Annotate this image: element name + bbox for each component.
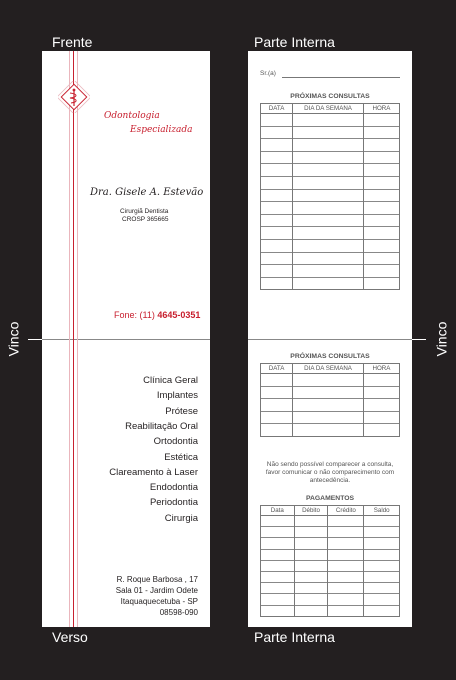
table-row xyxy=(261,265,400,278)
table-row xyxy=(261,277,400,290)
sr-label: Sr.(a) xyxy=(260,70,276,77)
table-row xyxy=(261,516,400,527)
table-cell xyxy=(363,214,399,227)
table-row xyxy=(261,560,400,571)
table-cell xyxy=(364,527,400,538)
table-row xyxy=(261,114,400,127)
table-cell xyxy=(294,583,328,594)
label-vinco-right: Vinco xyxy=(433,321,450,357)
address-line: Itaquaquecetuba - SP xyxy=(120,597,198,606)
table-cell xyxy=(363,151,399,164)
phone-number: 4645-0351 xyxy=(157,310,201,320)
table-cell xyxy=(261,214,293,227)
table-cell xyxy=(261,151,293,164)
table-row xyxy=(261,126,400,139)
table-cell xyxy=(363,277,399,290)
table-cell xyxy=(363,114,399,127)
table-cell xyxy=(293,239,364,252)
table-cell xyxy=(363,386,399,399)
col-header: Data xyxy=(261,506,295,516)
table-cell xyxy=(294,571,328,582)
table-cell xyxy=(261,399,293,412)
table-cell xyxy=(294,594,328,605)
table-cell xyxy=(261,114,293,127)
table-cell xyxy=(364,605,400,616)
table-cell xyxy=(293,202,364,215)
table-cell xyxy=(261,560,295,571)
address-line: R. Roque Barbosa , 17 xyxy=(116,575,198,584)
label-frente: Frente xyxy=(52,34,93,50)
table-cell xyxy=(261,277,293,290)
table-cell xyxy=(363,189,399,202)
table-cell xyxy=(261,386,293,399)
table-row xyxy=(261,399,400,412)
table-cell xyxy=(363,164,399,177)
table-cell xyxy=(261,374,293,387)
service-item: Reabilitação Oral xyxy=(125,421,198,432)
table-cell xyxy=(261,549,295,560)
label-vinco-left: Vinco xyxy=(5,321,22,357)
top-table-body xyxy=(261,114,400,290)
table-cell xyxy=(328,594,364,605)
top-appointments-table xyxy=(260,103,400,290)
service-item: Implantes xyxy=(156,390,198,401)
table-cell xyxy=(261,227,293,240)
table-cell xyxy=(328,605,364,616)
table-cell xyxy=(364,549,400,560)
table-row xyxy=(261,549,400,560)
table-cell xyxy=(364,583,400,594)
top-table-title: PRÓXIMAS CONSULTAS xyxy=(290,93,370,100)
table-cell xyxy=(261,164,293,177)
table-cell xyxy=(293,176,364,189)
label-verso: Verso xyxy=(52,629,88,645)
inner-card xyxy=(248,51,412,627)
table-row xyxy=(261,411,400,424)
table-row xyxy=(261,527,400,538)
table-cell xyxy=(294,527,328,538)
table-cell xyxy=(364,594,400,605)
bottom-table-body xyxy=(261,374,400,437)
table-cell xyxy=(293,424,364,437)
col-header: Crédito xyxy=(328,506,364,516)
vinco-mark-right xyxy=(412,339,426,340)
front-card xyxy=(42,51,210,627)
table-cell xyxy=(293,252,364,265)
table-cell xyxy=(294,549,328,560)
table-cell xyxy=(293,214,364,227)
table-row xyxy=(261,374,400,387)
doctor-name: Dra. Gisele A. Estevão xyxy=(90,187,204,198)
table-cell xyxy=(328,527,364,538)
decor-line xyxy=(73,51,74,627)
table-cell xyxy=(261,176,293,189)
payments-title: PAGAMENTOS xyxy=(305,495,355,502)
col-header: DATA xyxy=(261,104,293,114)
table-cell xyxy=(293,151,364,164)
table-cell xyxy=(294,538,328,549)
table-cell xyxy=(261,424,293,437)
table-cell xyxy=(293,114,364,127)
table-cell xyxy=(261,265,293,278)
table-row xyxy=(261,189,400,202)
table-row xyxy=(261,594,400,605)
table-cell xyxy=(328,571,364,582)
table-cell xyxy=(328,583,364,594)
table-cell xyxy=(261,139,293,152)
table-cell xyxy=(364,516,400,527)
table-row xyxy=(261,538,400,549)
table-cell xyxy=(328,538,364,549)
table-cell xyxy=(293,265,364,278)
table-cell xyxy=(364,560,400,571)
caduceus-logo-icon xyxy=(58,81,90,113)
table-cell xyxy=(363,139,399,152)
table-cell xyxy=(261,594,295,605)
table-row xyxy=(261,239,400,252)
table-cell xyxy=(364,571,400,582)
doctor-cro: CROSP 365665 xyxy=(122,216,169,223)
table-cell xyxy=(363,176,399,189)
table-row xyxy=(261,227,400,240)
table-cell xyxy=(363,126,399,139)
table-cell xyxy=(363,374,399,387)
col-header: HORA xyxy=(363,104,399,114)
table-row xyxy=(261,202,400,215)
table-cell xyxy=(261,239,293,252)
address-line: 08598-090 xyxy=(159,608,198,617)
table-cell xyxy=(294,560,328,571)
service-item: Estética xyxy=(164,452,198,463)
table-cell xyxy=(363,252,399,265)
table-row xyxy=(261,164,400,177)
table-cell xyxy=(364,538,400,549)
col-header: DIA DA SEMANA xyxy=(293,104,364,114)
table-cell xyxy=(328,560,364,571)
table-cell xyxy=(261,516,295,527)
vinco-mark-left xyxy=(28,339,42,340)
service-item: Prótese xyxy=(165,406,198,417)
table-cell xyxy=(293,277,364,290)
table-cell xyxy=(363,265,399,278)
table-cell xyxy=(363,202,399,215)
table-row xyxy=(261,176,400,189)
col-header: DATA xyxy=(261,364,293,374)
address-line: Sala 01 - Jardim Odete xyxy=(115,586,198,595)
label-parte-interna-top: Parte Interna xyxy=(254,34,335,50)
table-cell xyxy=(261,527,295,538)
table-cell xyxy=(261,571,295,582)
table-row xyxy=(261,583,400,594)
table-cell xyxy=(363,239,399,252)
table-row xyxy=(261,151,400,164)
table-row xyxy=(261,139,400,152)
service-item: Endodontia xyxy=(149,482,198,493)
table-cell xyxy=(261,538,295,549)
table-cell xyxy=(261,252,293,265)
table-cell xyxy=(261,189,293,202)
table-cell xyxy=(294,516,328,527)
table-row xyxy=(261,252,400,265)
sr-underline xyxy=(282,77,400,78)
table-row xyxy=(261,386,400,399)
table-cell xyxy=(293,411,364,424)
service-item: Clareamento à Laser xyxy=(109,467,198,478)
table-cell xyxy=(294,605,328,616)
table-cell xyxy=(328,549,364,560)
specialty-line2: Especializada xyxy=(130,125,193,135)
col-header: Saldo xyxy=(364,506,400,516)
decor-line xyxy=(77,51,78,627)
table-cell xyxy=(261,411,293,424)
service-item: Ortodontia xyxy=(153,436,198,447)
table-cell xyxy=(293,386,364,399)
table-cell xyxy=(293,164,364,177)
table-cell xyxy=(293,227,364,240)
col-header: HORA xyxy=(363,364,399,374)
col-header: DIA DA SEMANA xyxy=(293,364,364,374)
table-cell xyxy=(293,139,364,152)
service-item: Cirurgia xyxy=(164,513,198,524)
bottom-appointments-table xyxy=(260,363,400,437)
service-item: Periodontia xyxy=(149,497,198,508)
doctor-title: Cirurgiã Dentista xyxy=(120,208,169,215)
label-parte-interna-bottom: Parte Interna xyxy=(254,629,335,645)
bottom-table-title: PRÓXIMAS CONSULTAS xyxy=(290,353,370,360)
table-cell xyxy=(293,126,364,139)
table-cell xyxy=(328,516,364,527)
table-cell xyxy=(261,605,295,616)
table-row xyxy=(261,605,400,616)
table-row xyxy=(261,424,400,437)
table-cell xyxy=(261,583,295,594)
fold-line xyxy=(248,339,412,340)
specialty-line1: Odontologia xyxy=(104,111,160,121)
table-cell xyxy=(363,424,399,437)
phone xyxy=(114,310,200,320)
table-cell xyxy=(293,399,364,412)
table-cell xyxy=(363,399,399,412)
phone-prefix: Fone: (11) xyxy=(114,310,155,320)
table-cell xyxy=(293,374,364,387)
table-cell xyxy=(293,189,364,202)
table-cell xyxy=(363,411,399,424)
table-row xyxy=(261,214,400,227)
col-header: Débito xyxy=(294,506,328,516)
table-row xyxy=(261,571,400,582)
service-item: Clínica Geral xyxy=(143,375,198,386)
payments-table xyxy=(260,505,400,617)
table-cell xyxy=(261,126,293,139)
table-cell xyxy=(363,227,399,240)
notice-text: Não sendo possível comparecer a consulta, favor comunicar o não comparecimento com antecedência. xyxy=(265,461,395,484)
payments-table-body xyxy=(261,516,400,617)
decor-line xyxy=(69,51,70,627)
table-cell xyxy=(261,202,293,215)
fold-line xyxy=(42,339,210,340)
